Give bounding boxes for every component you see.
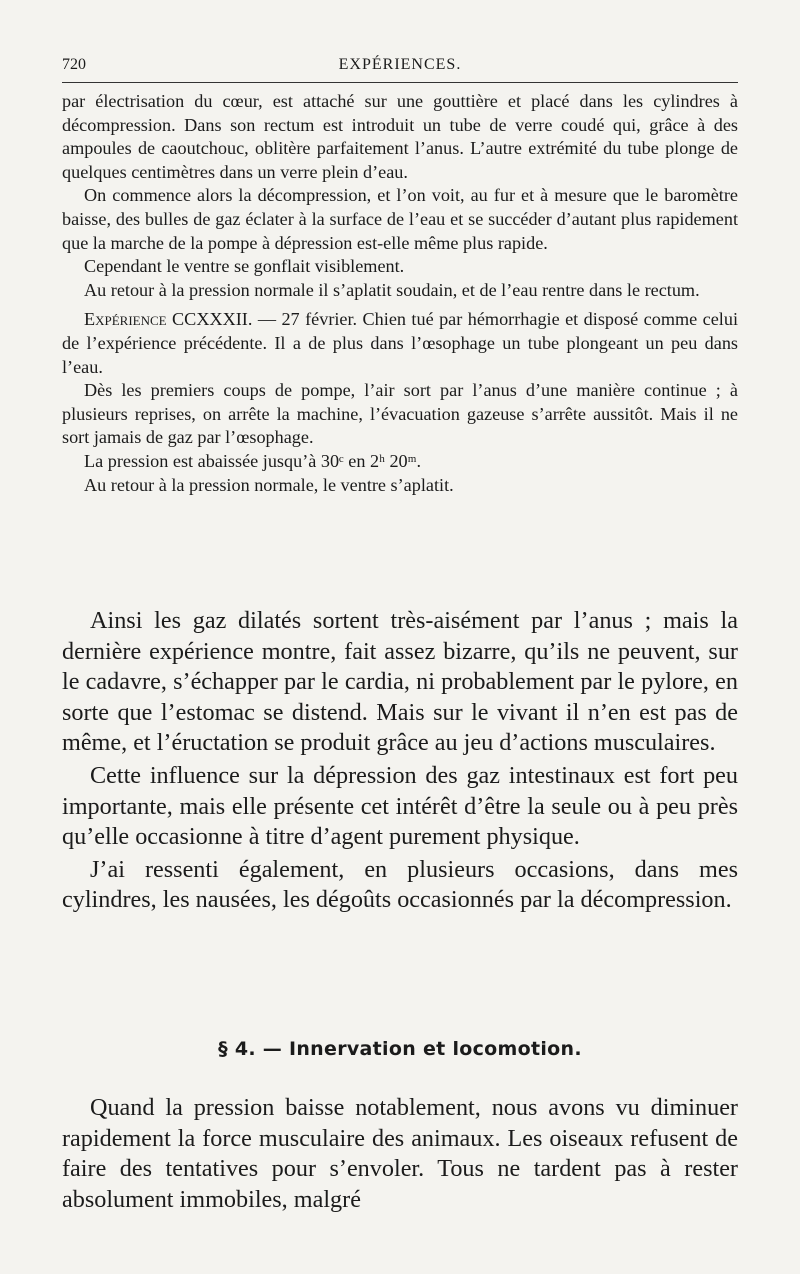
section-title: § 4. — Innervation et locomotion. [218,1038,582,1060]
tail-text-block [62,1093,738,1215]
paragraph: Cependant le ventre se gonflait visiblement. [84,256,405,277]
paragraph: J’ai ressenti également, en plusieurs occasions, dans mes cylindres, les nausées, les dégoûts occasionnés par la décompression. [62,855,738,914]
paragraph: Dès les premiers coups de pompe, l’air sort par l’anus d’une manière continue ; à plusieurs reprises, on arrête la machine, l’évacuation gazeuse s’arrête aussitôt. Mais il ne sort jamais de gaz par l’œsophage. [62,380,738,448]
paragraph: Au retour à la pression normale, le ventre s’aplatit. [84,474,454,495]
header-rule [62,82,738,83]
running-title: EXPÉRIENCES. [338,56,462,73]
experiment-text: — 27 février. Chien tué par hémorrhagie et disposé comme celui de l’expérience précédente. Il a de plus dans l’œsophage un tube plongeant un peu dans l’eau. [62,309,738,377]
paragraph: Cette influence sur la dépression des gaz intestinaux est fort peu importante, mais elle présente cet intérêt d’être la seule ou à peu près qu’elle occasionne à titre d’agent purement physique. [62,761,738,851]
experiment-label: Expérience CCXXXII. [84,309,253,330]
main-text-block [62,606,738,916]
small-text-block [62,90,738,497]
page-header [62,56,738,80]
paragraph: par électrisation du cœur, est attaché sur une gouttière et placé dans les cylindres à décompression. Dans son rectum est introduit un tube de verre coudé qui, grâce à des ampoules de caoutchouc, oblitère parfaitement l’anus. L’autre extrémité du tube plonge de quelques centimètres dans un verre plein d’eau. [62,91,738,182]
paragraph: La pression est abaissée jusqu’à 30ᶜ en 2ʰ 20ᵐ. [84,450,422,471]
paragraph: On commence alors la décompression, et l’on voit, au fur et à mesure que le baromètre baisse, des bulles de gaz éclater à la surface de l’eau et se succéder d’autant plus rapidement que la marche de la pompe à dépression est-elle même plus rapide. [62,185,738,253]
paragraph: Au retour à la pression normale il s’aplatit soudain, et de l’eau rentre dans le rectum. [84,279,700,300]
page-number: 720 [62,56,86,73]
paragraph: Ainsi les gaz dilatés sortent très-aisément par l’anus ; mais la dernière expérience montre, fait assez bizarre, qu’ils ne peuvent, sur le cadavre, s’échapper par le cardia, ni probablement par le pylore, en sorte que l’estomac se distend. Mais sur le vivant il n’en est pas de même, et l’éructation se produit grâce au jeu d’actions musculaires. [62,607,738,757]
paragraph: Quand la pression baisse notablement, nous avons vu diminuer rapidement la force musculaire des animaux. Les oiseaux refusent de faire des tentatives pour s’envoler. Tous ne tardent pas à rester absolument immobiles, malgré [62,1094,738,1213]
experiment-heading [62,308,738,379]
